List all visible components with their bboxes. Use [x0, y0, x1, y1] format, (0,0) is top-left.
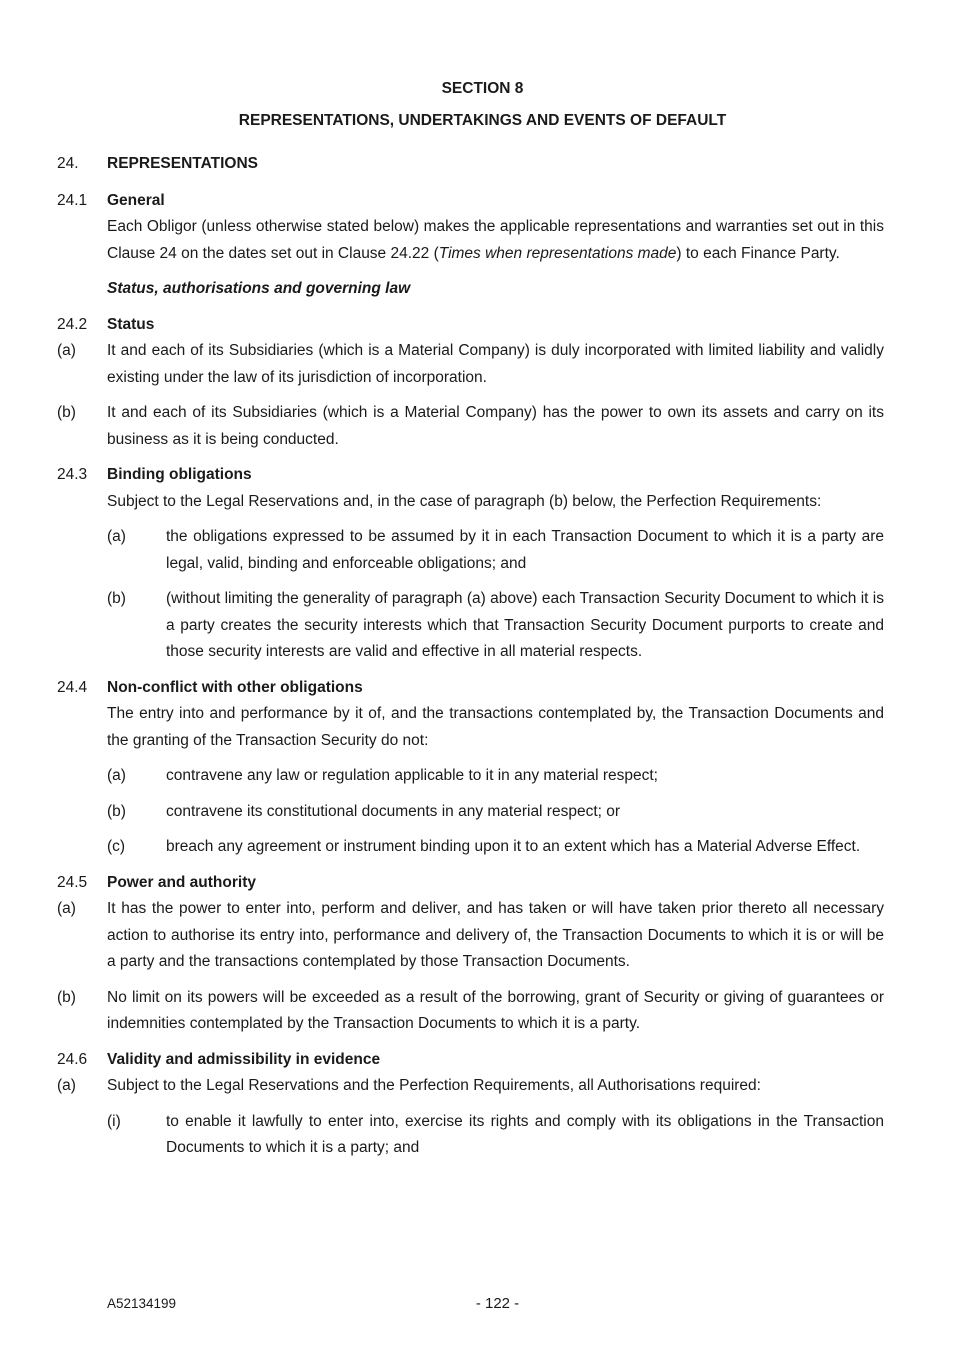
cross-heading: Status, authorisations and governing law	[107, 280, 411, 297]
list-item	[0, 400, 965, 453]
section-subheading: REPRESENTATIONS, UNDERTAKINGS AND EVENTS OF DEFAULT	[238, 111, 727, 129]
footer-page-number: - 122 -	[475, 1295, 520, 1312]
list-item-text: It and each of its Subsidiaries (which is a Material Company) has the power to own its assets and carry on its business as it is being conducted.	[107, 404, 884, 448]
clause-24-5-heading	[0, 870, 965, 897]
clause-24-1-paragraph	[0, 214, 965, 267]
clause-number: 24.5	[57, 873, 88, 891]
clause-number: 24.3	[57, 466, 88, 483]
clause-title: Validity and admissibility in evidence	[107, 1050, 381, 1068]
clause-title: Binding obligations	[107, 466, 252, 483]
clause-24-6-heading	[0, 1047, 965, 1074]
list-item	[0, 799, 965, 826]
list-item	[0, 338, 965, 391]
clause-title: Power and authority	[107, 873, 256, 891]
clause-number: 24.2	[57, 315, 88, 333]
clause-title: Non-conflict with other obligations	[107, 678, 363, 696]
list-marker: (a)	[107, 528, 126, 545]
list-marker: (b)	[57, 988, 76, 1006]
paragraph-text: ) to each Finance Party.	[676, 244, 840, 262]
list-item-text: contravene its constitutional documents in any material respect; or	[166, 802, 621, 820]
footer-document-reference: A52134199	[107, 1296, 177, 1311]
clause-number: 24.4	[57, 678, 88, 696]
list-item-text: to enable it lawfully to enter into, exercise its rights and comply with its obligations in the Transaction Documents to which it is a party; and	[166, 1112, 884, 1156]
list-marker: (b)	[107, 590, 126, 607]
document-content	[0, 76, 965, 1162]
list-item	[0, 524, 965, 577]
clause-number: 24.6	[57, 1050, 88, 1068]
list-item-text: It and each of its Subsidiaries (which is a Material Company) is duly incorporated with limited liability and validly existing under the law of its jurisdiction of incorporation.	[107, 342, 884, 386]
paragraph-italic-text: Times when representations made	[438, 244, 677, 262]
list-item	[0, 586, 965, 666]
list-marker: (a)	[107, 767, 126, 784]
clause-24-3-intro: Subject to the Legal Reservations and, in the case of paragraph (b) below, the Perfection Requirements:	[107, 492, 822, 510]
clause-24-4-intro: The entry into and performance by it of, and the transactions contemplated by, the Transaction Documents and the granting of the Transaction Security do not:	[107, 705, 884, 749]
list-item	[0, 1109, 965, 1162]
list-item-text: the obligations expressed to be assumed by it in each Transaction Document to which it is a party are legal, valid, binding and enforceable obligations; and	[166, 528, 884, 572]
list-item-text: (without limiting the generality of paragraph (a) above) each Transaction Security Document to which it is a party creates the security interests which that Transaction Security Document purports to create and those security interests are valid and effective in all material respects.	[166, 590, 884, 660]
clause-title: REPRESENTATIONS	[107, 155, 258, 172]
list-marker: (b)	[107, 802, 126, 820]
list-item	[0, 896, 965, 976]
clause-number: 24.1	[57, 191, 88, 209]
list-item-text: breach any agreement or instrument binding upon it to an extent which has a Material Adverse Effect.	[166, 838, 861, 855]
clause-24-1-heading	[0, 188, 965, 215]
list-item	[0, 834, 965, 861]
clause-24-4-heading	[0, 675, 965, 702]
list-marker: (a)	[57, 900, 76, 917]
paragraph-text: Each Obligor (unless otherwise stated below) makes the applicable representations and warranties set out in this Clause 24 on the dates set out in Clause 24.22 (	[107, 218, 884, 262]
list-item-text: Subject to the Legal Reservations and the Perfection Requirements, all Authorisations required:	[107, 1077, 761, 1094]
list-marker: (c)	[107, 838, 126, 855]
list-item	[0, 985, 965, 1038]
list-item	[0, 1073, 965, 1100]
clause-title: General	[107, 191, 165, 209]
section-heading: SECTION 8	[441, 80, 524, 97]
list-item	[0, 763, 965, 790]
list-item-text: No limit on its powers will be exceeded as a result of the borrowing, grant of Security or giving of guarantees or indemnities contemplated by the Transaction Documents to which it is a party.	[107, 988, 884, 1032]
list-marker: (i)	[107, 1112, 121, 1130]
clause-24-3-heading	[0, 462, 965, 489]
list-item-text: contravene any law or regulation applicable to it in any material respect;	[166, 767, 658, 784]
clause-number: 24.	[57, 155, 79, 172]
clause-24-heading	[0, 151, 965, 178]
list-marker: (a)	[57, 1077, 76, 1094]
list-item-text: It has the power to enter into, perform and deliver, and has taken or will have taken prior thereto all necessary action to authorise its entry into, performance and delivery of, the Transaction Documents to which it is or will be a party and the transactions contemplated by those Transaction Documents.	[107, 900, 884, 970]
list-marker: (a)	[57, 342, 76, 359]
clause-title: Status	[107, 315, 155, 333]
list-marker: (b)	[57, 404, 76, 421]
clause-24-2-heading	[0, 312, 965, 339]
